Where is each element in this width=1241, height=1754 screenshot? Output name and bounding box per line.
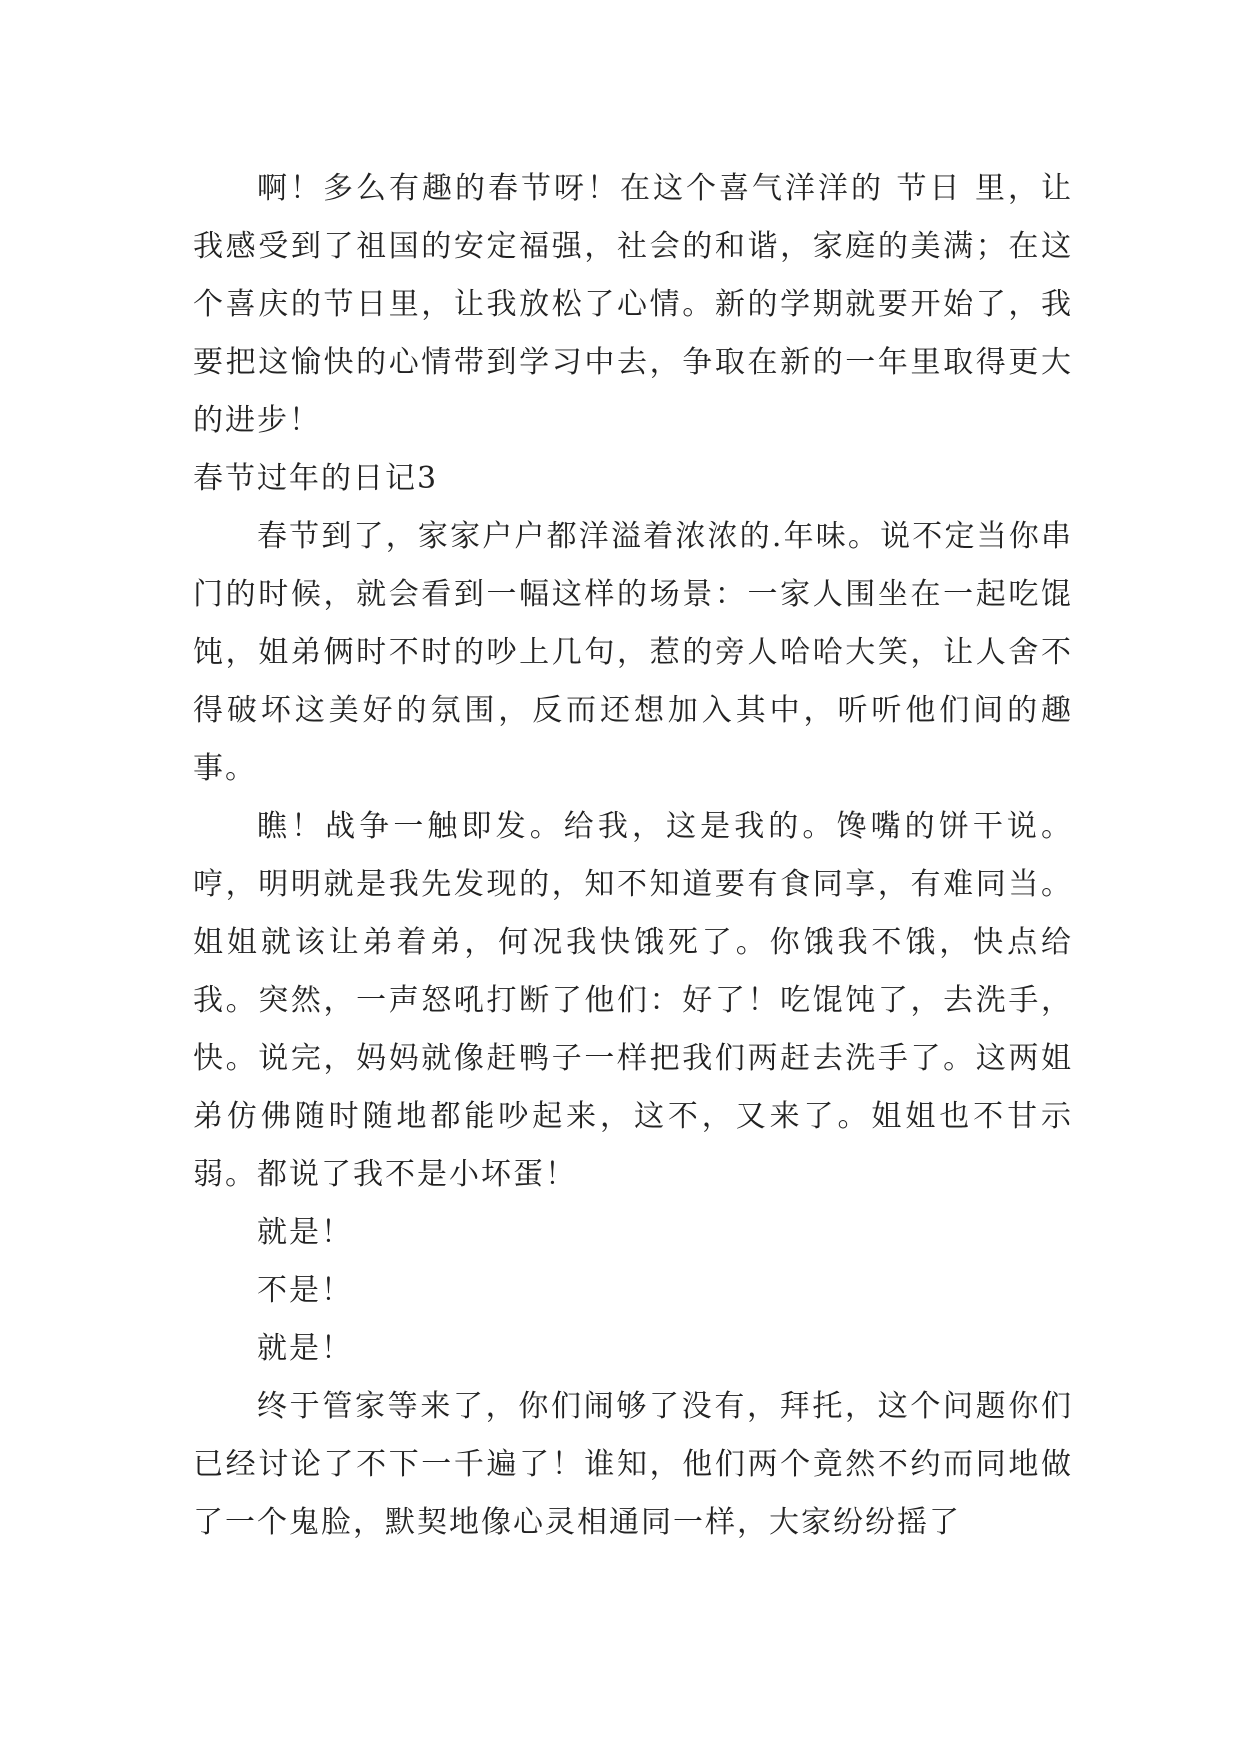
paragraph: 瞧！战争一触即发。给我，这是我的。馋嘴的饼干说。哼，明明就是我先发现的，知不知道要有食同享，有难同当。姐姐就该让弟着弟，何况我快饿死了。你饿我不饿，快点给我。突然，一声怒吼打断了他们：好了！吃馄饨了，去洗手，快。说完，妈妈就像赶鸭子一样把我们两赶去洗手了。这两姐弟仿佛随时随地都能吵起来，这不，又来了。姐姐也不甘示弱。都说了我不是小坏蛋！	[193, 809, 1073, 1192]
document-body	[193, 160, 1073, 1552]
paragraph: 啊！多么有趣的春节呀！在这个喜气洋洋的 节日 里，让我感受到了祖国的安定福强，社会的和谐，家庭的美满；在这个喜庆的节日里，让我放松了心情。新的学期就要开始了，我要把这愉快的心情带到学习中去，争取在新的一年里取得更大的进步！	[193, 171, 1073, 438]
paragraph: 不是！	[257, 1273, 353, 1308]
section-title: 春节过年的日记3	[193, 461, 439, 496]
paragraph: 春节到了，家家户户都洋溢着浓浓的.年味。说不定当你串门的时候，就会看到一幅这样的场景：一家人围坐在一起吃馄饨，姐弟俩时不时的吵上几句，惹的旁人哈哈大笑，让人舍不得破坏这美好的氛围，反而还想加入其中，听听他们间的趣事。	[193, 519, 1073, 786]
paragraph: 就是！	[257, 1331, 353, 1366]
paragraph: 终于管家等来了，你们闹够了没有，拜托，这个问题你们已经讨论了不下一千遍了！谁知，他们两个竟然不约而同地做了一个鬼脸，默契地像心灵相通同一样，大家纷纷摇了	[193, 1389, 1073, 1540]
paragraph: 就是！	[257, 1215, 353, 1250]
